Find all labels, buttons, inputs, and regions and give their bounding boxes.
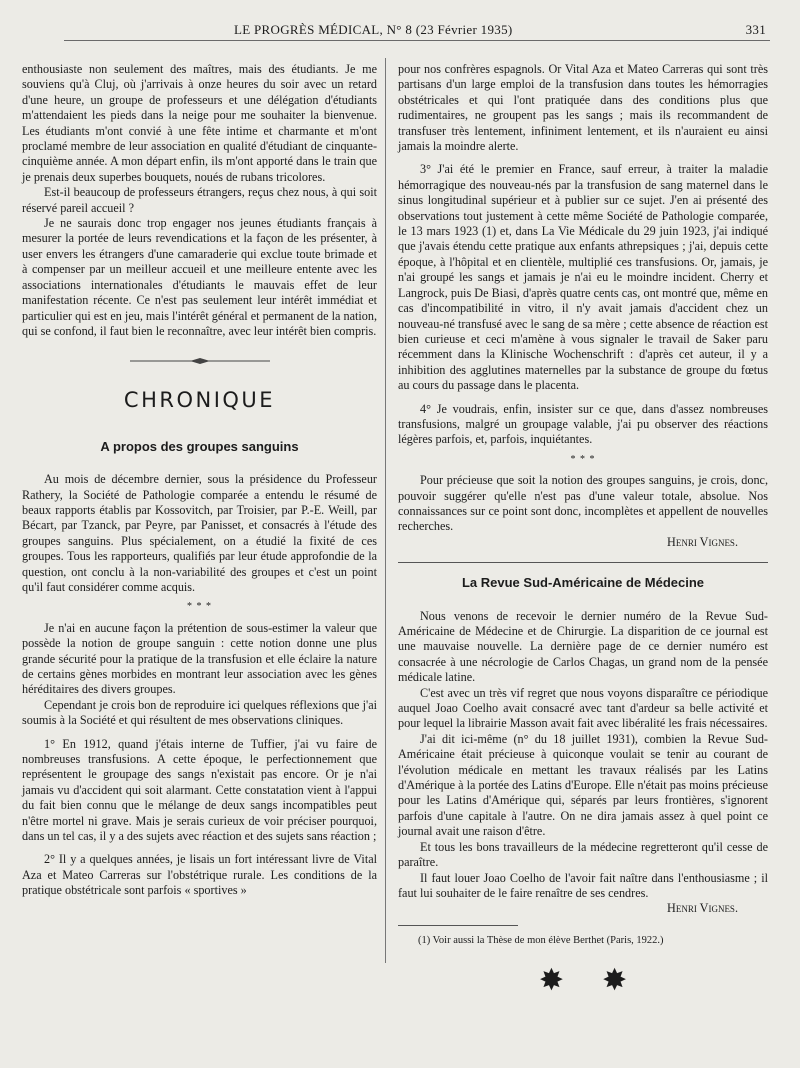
- paragraph: pour nos confrères espagnols. Or Vital Aza et Mateo Carreras qui sont très partisans d'un large emploi de la transfusion dans toutes les hémorragies obstétricales et qui l'ont pratiquée dans des conditions plus que rudimentaires, ne groupent pas les sangs ; mais ils recommandent de transfuser très lentement, infiniment lentement, et ils n'auraient eu ainsi jamais la moindre alerte.: [398, 62, 768, 154]
- section-heading-chronique: CHRONIQUE: [123, 388, 276, 413]
- column-divider: [385, 58, 386, 963]
- left-column: [22, 62, 377, 899]
- paragraph: Je ne saurais donc trop engager nos jeunes étudiants français à mesurer la portée de leurs revendications et la façon de les présenter, à user envers les étrangers d'une camaraderie qui exclue toute brimade et à compenser par un meilleur accueil et une meilleure entente avec les associations internationales d'étudiants le mauvais effet de leur manifestation récente. Ce n'est pas seulement leur intérêt immédiat et particulier qui est en jeu, mais l'intérêt général et permanent de la nation, qui se confond, il faut bien le reconnaître, avec leur intérêt bien compris.: [22, 216, 377, 338]
- paragraph: 3° J'ai été le premier en France, sauf erreur, à traiter la maladie hémorragique des nouveau-nés par la transfusion de sang maternel dans le sinus longitudinal supérieur et à publier sur ce sujet. J'en ai présenté des observations tout justement à cette même Société de Pathologie comparée, le 13 mars 1923 (1) et, dans La Vie Médicale du 29 juin 1923, j'ai indiqué que j'avais étendu cette pratique aux enfants athrepsiques ; j'ai, depuis cette époque, à l'hôpital et en clientèle, multiplié ces transfusions. Or, jamais, je n'ai groupé les sangs et jamais je n'ai eu le moindre incident. Cherry et Langrock, puis De Biasi, d'après quatre cents cas, ont montré que, même en cas d'incompatibilité in vitro, il n'y avait jamais d'accident chez un nouveau-né transfusé avec le sang de sa mère ; cette absence de réaction est bien curieuse et ceci m'amène à vous signaler le travail de Saker paru récemment dans la Klinische Wochenschrift : d'après cet auteur, il y a inhibition des agglutines maternelles par la substance de groupe du fœtus au cours du passage dans le placenta.: [398, 162, 768, 393]
- paragraph: enthousiaste non seulement des maîtres, mais des étudiants. Je me souviens qu'à Cluj, où j'arrivais à onze heures du soir avec un retard d'une heure, un groupe de professeurs et une délégation d'étudiants m'attendaient les pieds dans la neige pour me souhaiter la bienvenue. Les étudiants m'ont convié à une fête intime et charmante et m'ont proclamé membre de leur association en qualité d'étudiant de cinquante-cinquième année. A mon départ enfin, ils m'ont apporté dans le train que je prenais deux superbes bouquets, noués de rubans tricolores.: [22, 62, 377, 184]
- ornament-divider: [22, 357, 377, 365]
- asterism: * * *: [187, 601, 212, 613]
- snowflake-ornament-icon: ✸: [602, 963, 628, 997]
- paragraph: Et tous les bons travailleurs de la médecine regretteront qu'il cesse de paraître.: [398, 839, 768, 870]
- paragraph: Pour précieuse que soit la notion des groupes sanguins, je crois, donc, pouvoir suggérer qu'elle n'est pas d'une valeur totale, absolue. Nos connaissances sur ce point sont donc, incomplètes et appellent de nouvelles recherches.: [398, 473, 768, 534]
- ornament-group: [398, 963, 768, 997]
- paragraph: J'ai dit ici-même (n° du 18 juillet 1931), combien la Revue Sud-Américaine était précieuse à quiconque voulait se tenir au courant de l'évolution médicale en mettant les travaux réalisés par les Latins d'Amérique à la portée des Latins d'Europe. Elle n'était pas moins précieuse pour les Latins d'Amérique qui, séparés par leurs frontières, s'ignorent parfois d'une capitale à l'autre. On ne dira jamais assez à quel point ce journal avait une raison d'être.: [398, 731, 768, 839]
- section-rule: [398, 562, 768, 563]
- journal-title: LE PROGRÈS MÉDICAL, N° 8 (23 Février 1935): [234, 22, 513, 37]
- paragraph: 1° En 1912, quand j'étais interne de Tuffier, j'ai vu faire de nombreuses transfusions. A cette époque, le perfectionnement que représentent le groupage des sangs n'existait pas encore. Or je n'ai jamais vu d'accident qui soit alarmant. Cette constatation vient à l'appui du fait bien connu que le mélange de deux sangs incompatibles peut n'être mortel ni grave. Mais je serais curieux de voir préciser pourquoi, dans un tel cas, il y a des sujets avec réaction et des sujets sans réaction ;: [22, 736, 377, 844]
- article-title: A propos des groupes sanguins: [100, 438, 299, 454]
- snowflake-ornament-icon: ✸: [538, 963, 564, 997]
- paragraph: Nous venons de recevoir le dernier numéro de la Revue Sud-Américaine de Médecine et de Chirurgie. La disparition de ce journal est une mauvaise nouvelle. La dernière page de ce dernier numéro est consacrée à une nécrologie de Carlos Chagas, un grand nom de la pensée médicale latine.: [398, 608, 768, 685]
- asterism: * * *: [570, 453, 596, 465]
- running-header: [64, 22, 770, 41]
- paragraph: Cependant je crois bon de reproduire ici quelques réflexions que j'ai soumis à la Société et qui résultent de mes observations cliniques.: [22, 697, 377, 728]
- paragraph: C'est avec un très vif regret que nous voyons disparaître ce périodique auquel Joao Coelho avait consacré avec tant d'ardeur sa belle activité et pour lequel la librairie Masson avait fait avec libéralité les frais nécessaires.: [398, 685, 768, 731]
- paragraph: Je n'ai en aucune façon la prétention de sous-estimer la valeur que possède la notion de groupe sanguin : cette notion donne une plus grande sécurité pour la pratique de la transfusion et elle éclaire la nature de certains gènes morbides en montrant leur association avec les gènes héréditaires des divers groupes.: [22, 620, 377, 697]
- footnote-rule: [398, 925, 518, 926]
- paragraph: Au mois de décembre dernier, sous la présidence du Professeur Rathery, la Société de Pathologie comparée a entendu le résumé de beaux rapports établis par Kossovitch, par Troisier, par P.-E. Weill, par Bécart, par Tzanck, par Peyre, par Panisset, et consacrés à l'étude des groupes sanguins. Plus spécialement, on a étudié la fixité de ces groupes. Tous les rapporteurs, qualifiés par leur étude approfondie de la question, ont conclu à la non-variabilité des groupes et c'est un point qu'il faut considérer comme acquis.: [22, 472, 377, 594]
- paragraph: Il faut louer Joao Coelho de l'avoir fait naître dans l'enthousiasme ; il faut lui souhaiter de le faire renaître de ses cendres.: [398, 870, 768, 900]
- footnote: (1) Voir aussi la Thèse de mon élève Berthet (Paris, 1922.): [418, 934, 664, 946]
- article-title: La Revue Sud-Américaine de Médecine: [461, 575, 705, 591]
- paragraph: 4° Je voudrais, enfin, insister sur ce que, dans d'assez nombreuses transfusions, malgré un groupage valable, j'ai pu observer des réactions légères parfois, et, parfois, inquiétantes.: [398, 401, 768, 447]
- signature: Henri Vignes.: [667, 534, 738, 549]
- paragraph: 2° Il y a quelques années, je lisais un fort intéressant livre de Vital Aza et Mateo Carreras sur l'obstétrique rurale. Les conditions de la pratique obstétricale sont parfois « sportives »: [22, 852, 377, 898]
- right-column: [398, 62, 768, 996]
- page-number: 331: [745, 22, 766, 37]
- signature: Henri Vignes.: [667, 901, 738, 916]
- paragraph: Est-il beaucoup de professeurs étrangers, reçus chez nous, à qui soit réservé pareil accueil ?: [22, 185, 377, 215]
